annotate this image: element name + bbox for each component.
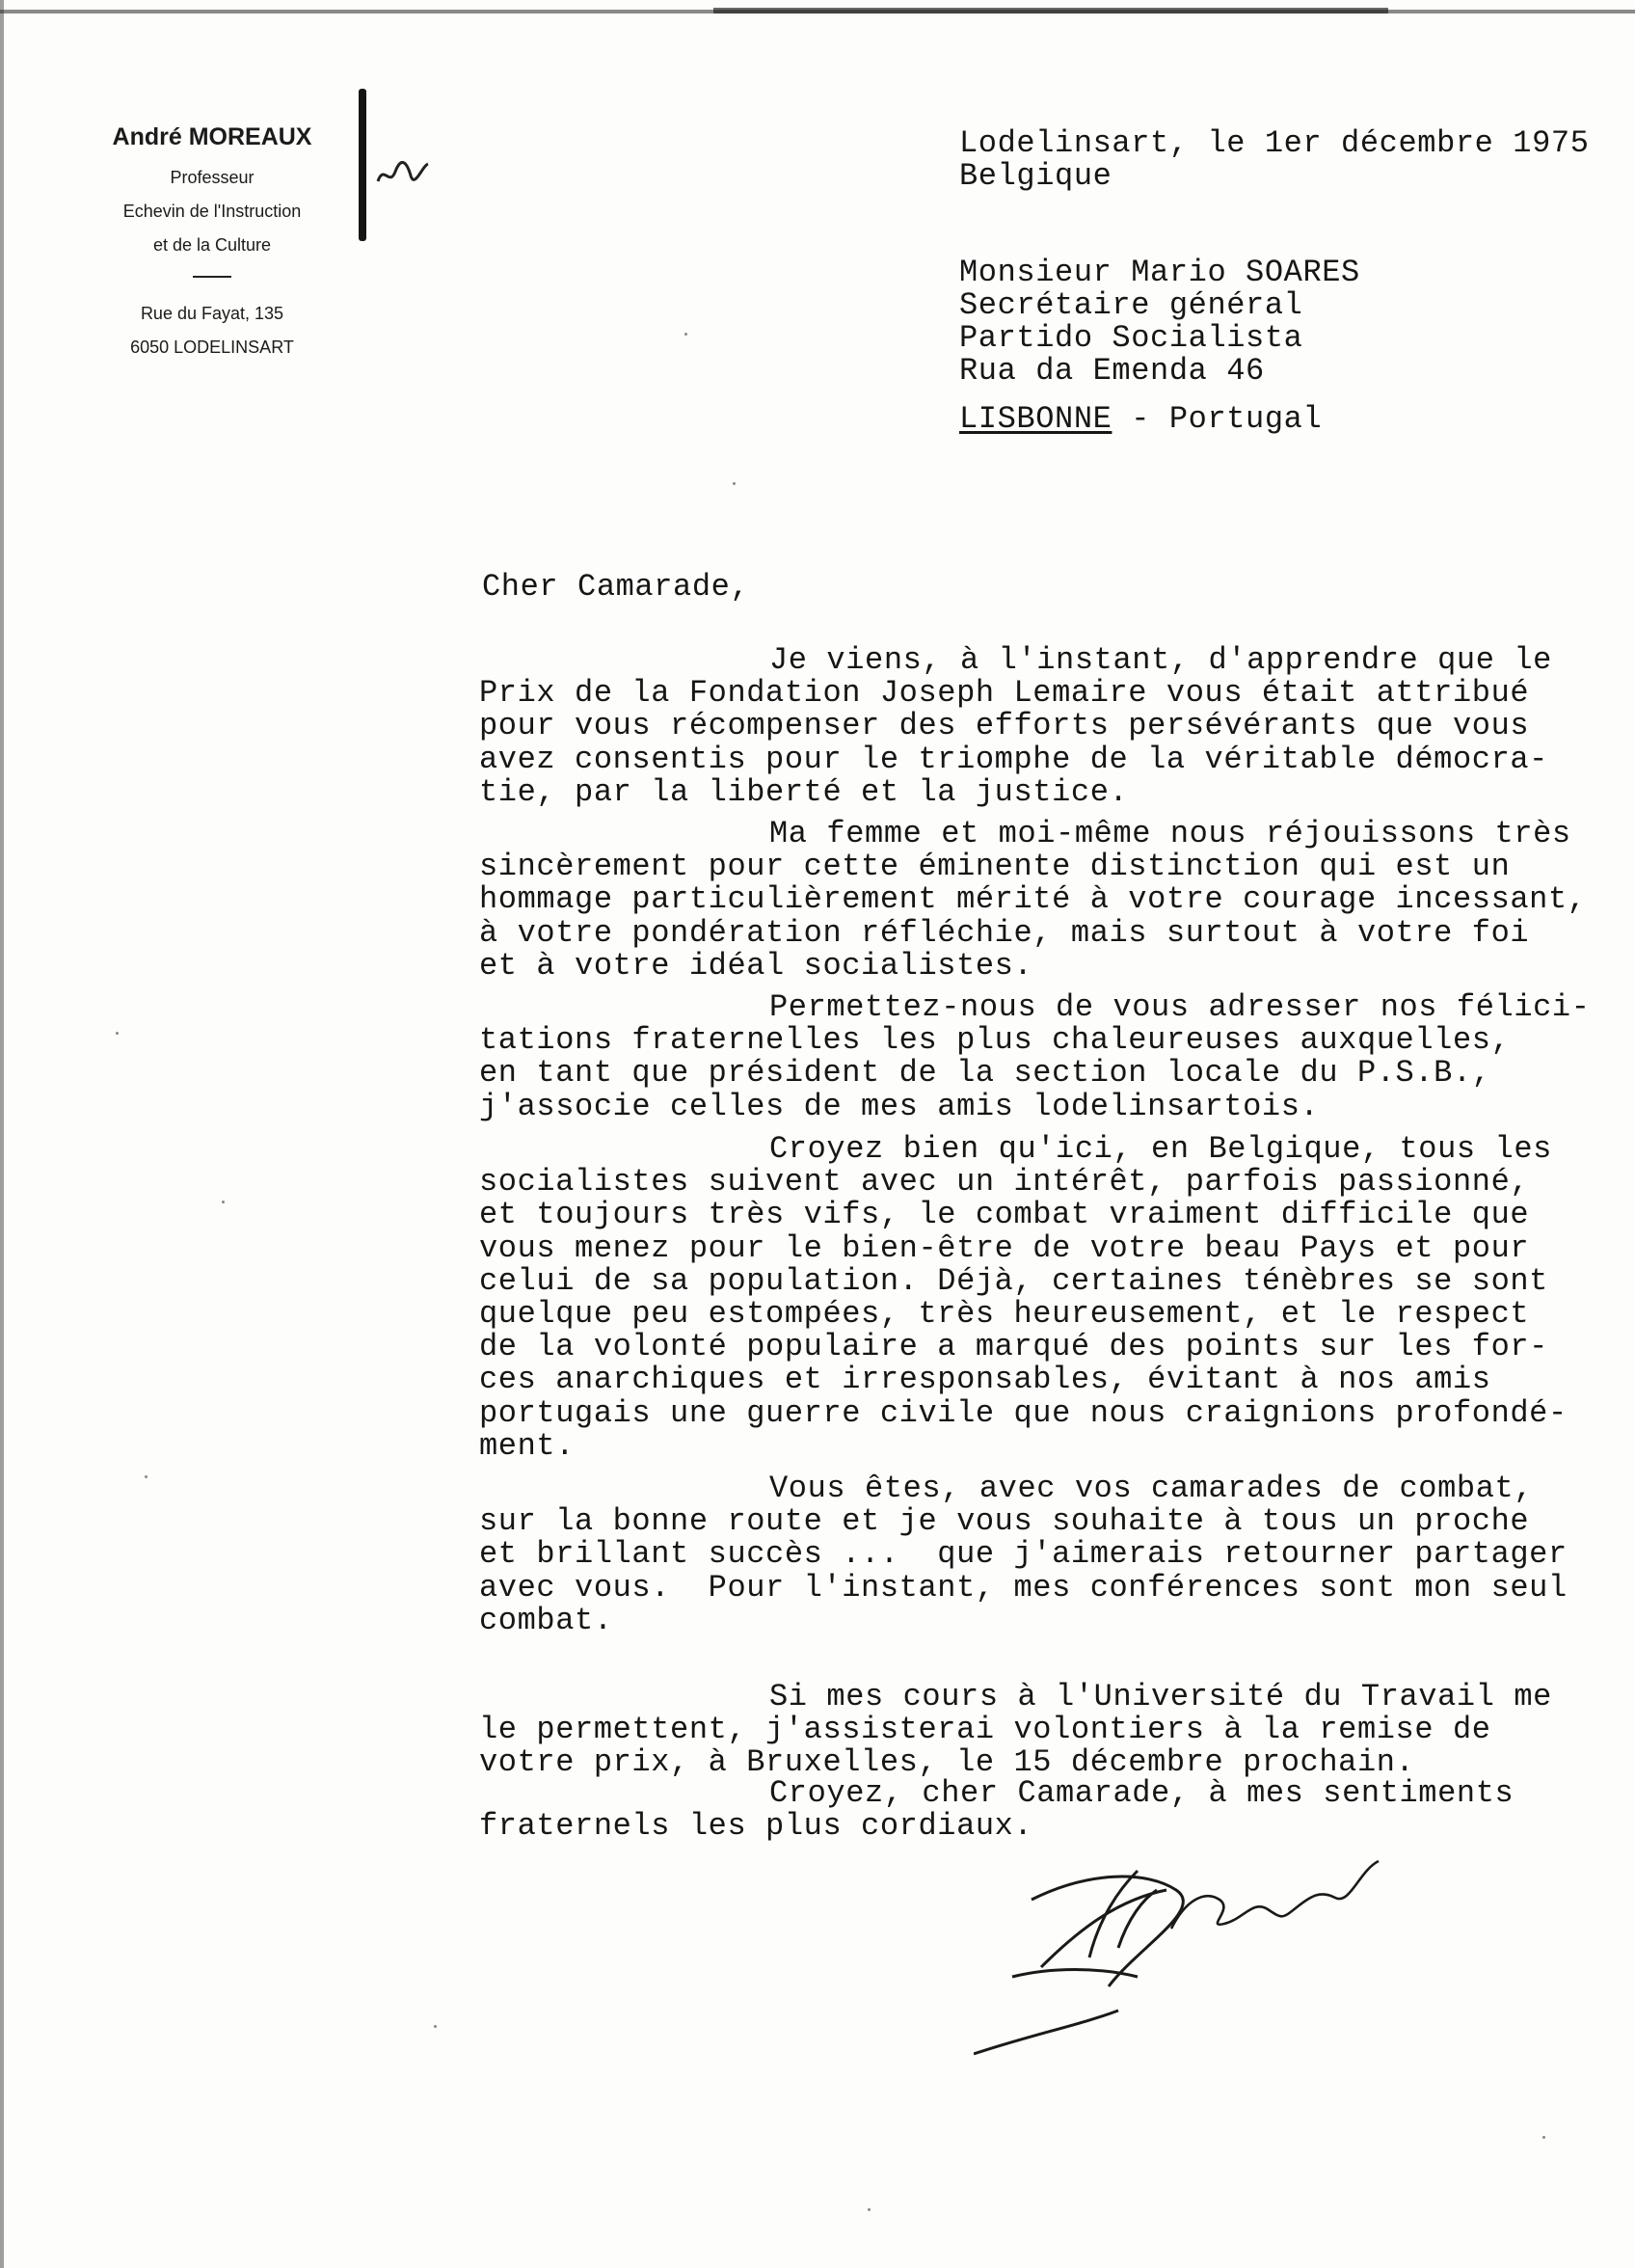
recipient-city: LISBONNE <box>959 401 1112 437</box>
place-date-line: Lodelinsart, le 1er décembre 1975 <box>959 125 1590 161</box>
body-line: combat. <box>479 1602 613 1638</box>
speck <box>222 1201 225 1203</box>
body-line: Je viens, à l'instant, d'apprendre que le <box>769 642 1552 678</box>
letterhead-ink-bar <box>359 89 366 241</box>
sender-street: Rue du Fayat, 135 <box>140 304 284 323</box>
recipient-position: Secrétaire général <box>959 287 1303 323</box>
body-line: pour vous récompenser des efforts persévérants que vous <box>479 708 1530 744</box>
recipient-organization: Partido Socialista <box>959 320 1303 356</box>
speck <box>1542 2136 1545 2139</box>
recipient-country: - Portugal <box>1112 401 1323 437</box>
sender-role-line2: et de la Culture <box>152 235 272 255</box>
body-line: le permettent, j'assisterai volontiers à la remise de <box>479 1712 1491 1748</box>
body-line: tie, par la liberté et la justice. <box>479 773 1129 810</box>
sender-role-line1: Echevin de l'Instruction <box>122 202 302 221</box>
body-line: votre prix, à Bruxelles, le 15 décembre prochain. <box>479 1744 1415 1781</box>
body-line: Vous êtes, avec vos camarades de combat, <box>769 1471 1534 1506</box>
letterhead <box>67 123 357 364</box>
speck <box>434 2025 437 2028</box>
body-line: socialistes suivent avec un intérêt, parfois passionné, <box>479 1164 1530 1201</box>
body-line: fraternels les plus cordiaux. <box>479 1808 1033 1845</box>
body-line: vous menez pour le bien-être de votre beau Pays et pour <box>479 1229 1530 1266</box>
sender-city: 6050 LODELINSART <box>130 338 294 357</box>
letterhead-divider <box>193 276 231 278</box>
body-line: j'associe celles de mes amis lodelinsartois. <box>479 1088 1320 1124</box>
sender-title: Professeur <box>170 168 255 187</box>
body-line: et à votre idéal socialistes. <box>479 947 1033 984</box>
body-line: à votre pondération réfléchie, mais surtout à votre foi <box>479 914 1530 951</box>
body-line: tations fraternelles les plus chaleureuses auxquelles, <box>479 1022 1511 1059</box>
body-line: Si mes cours à l'Université du Travail me <box>769 1679 1552 1714</box>
speck <box>868 2208 871 2211</box>
body-line: Permettez-nous de vous adresser nos félici- <box>769 989 1591 1025</box>
speck <box>733 482 736 485</box>
speck <box>145 1475 147 1478</box>
body-line: Prix de la Fondation Joseph Lemaire vous était attribué <box>479 675 1530 712</box>
sender-name: André MOREAUX <box>112 123 312 150</box>
ink-scribble-mark <box>374 154 432 193</box>
body-line: Croyez bien qu'ici, en Belgique, tous les <box>769 1131 1552 1167</box>
body-line: quelque peu estompées, très heureusement, et le respect <box>479 1296 1530 1332</box>
scan-edge-top-dark <box>713 8 1388 14</box>
body-line: avez consentis pour le triomphe de la véritable démocra- <box>479 741 1548 777</box>
body-line: Ma femme et moi-même nous réjouissons très <box>769 816 1571 851</box>
salutation: Cher Camarade, <box>482 569 750 605</box>
body-line: hommage particulièrement mérité à votre courage incessant, <box>479 881 1587 918</box>
body-line: ces anarchiques et irresponsables, évitant à nos amis <box>479 1362 1491 1398</box>
recipient-street: Rua da Emenda 46 <box>959 353 1265 389</box>
place-country-line: Belgique <box>959 158 1112 194</box>
body-line: portugais une guerre civile que nous craignions profondé- <box>479 1394 1568 1431</box>
body-line: sur la bonne route et je vous souhaite à tous un proche <box>479 1503 1530 1540</box>
body-line: et brillant succès ... que j'aimerais retourner partager <box>479 1536 1568 1573</box>
body-line: celui de sa population. Déjà, certaines ténèbres se sont <box>479 1262 1548 1299</box>
body-line: Croyez, cher Camarade, à mes sentiments <box>769 1775 1514 1811</box>
recipient-city-line <box>959 403 1322 436</box>
scan-edge-left <box>0 0 4 2268</box>
body-line: et toujours très vifs, le combat vraiment difficile que <box>479 1197 1530 1233</box>
recipient-name: Monsieur Mario SOARES <box>959 255 1360 290</box>
body-line: avec vous. Pour l'instant, mes conférences sont mon seul <box>479 1569 1568 1606</box>
body-line: de la volonté populaire a marqué des points sur les for- <box>479 1329 1548 1365</box>
speck <box>116 1032 119 1035</box>
handwritten-signature <box>974 1832 1436 2064</box>
body-line: ment. <box>479 1427 576 1464</box>
body-line: en tant que président de la section locale du P.S.B., <box>479 1055 1491 1092</box>
speck <box>684 333 687 336</box>
body-line: sincèrement pour cette éminente distinction qui est un <box>479 849 1511 885</box>
